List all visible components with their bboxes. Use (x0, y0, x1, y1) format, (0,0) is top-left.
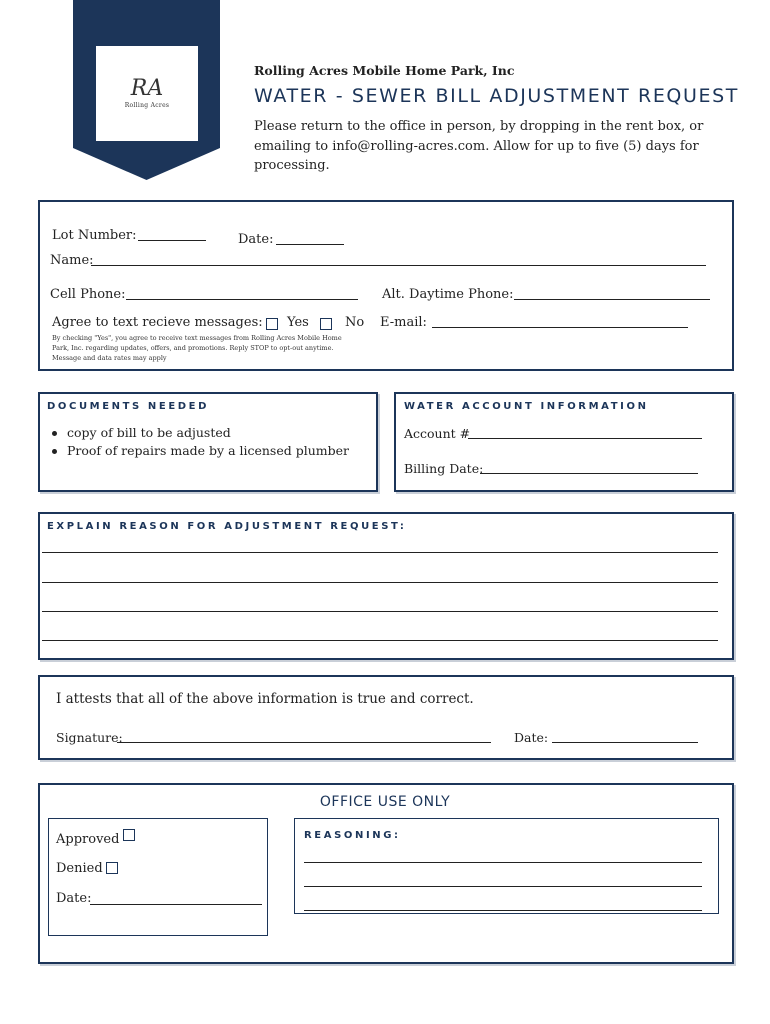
lot-number-label: Lot Number: (52, 228, 137, 243)
reason-line-4[interactable] (42, 627, 718, 641)
account-number-field[interactable] (468, 425, 702, 439)
denied-checkbox[interactable] (106, 862, 118, 874)
signature-field[interactable] (117, 729, 491, 743)
reasoning-line-2[interactable] (304, 873, 702, 887)
intro-text: Please return to the office in person, by dropping in the rent box, or emailing to info@rolling-acres.com. Allow for up to five (5) days for processing. (254, 119, 704, 173)
company-logo (96, 46, 198, 141)
office-use-title: OFFICE USE ONLY (319, 794, 451, 810)
no-checkbox[interactable] (320, 318, 332, 330)
no-label: No (345, 315, 365, 330)
documents-list (50, 424, 349, 460)
alt-phone-field[interactable] (514, 286, 710, 300)
cell-phone-label: Cell Phone: (50, 287, 126, 302)
reasoning-line-3[interactable] (304, 897, 702, 911)
signature-label: Signature: (56, 730, 123, 745)
reason-line-2[interactable] (42, 569, 718, 583)
form-title: WATER - SEWER BILL ADJUSTMENT REQUEST (254, 85, 739, 107)
attest-date-label: Date: (514, 730, 549, 745)
date-label: Date: (238, 232, 274, 247)
logo-monogram: RA (130, 76, 164, 101)
attestation-statement: I attests that all of the above information is true and correct. (56, 691, 474, 707)
logo-name: Rolling Acres (124, 102, 170, 109)
reasoning-heading: REASONING: (304, 830, 401, 841)
billing-date-field[interactable] (480, 460, 698, 474)
company-name: Rolling Acres Mobile Home Park, Inc (254, 63, 515, 78)
cell-phone-field[interactable] (126, 286, 358, 300)
yes-label: Yes (287, 315, 309, 330)
consent-disclaimer: By checking "Yes", you agree to receive text messages from Rolling Acres Mobile Home Park, Inc. regarding updates, offers, and promotions. Reply STOP to opt-out anytime. Message and data rates may apply (52, 334, 342, 362)
yes-checkbox[interactable] (266, 318, 278, 330)
reason-line-1[interactable] (42, 539, 718, 553)
office-date-field[interactable] (90, 891, 262, 905)
date-field[interactable] (276, 231, 344, 245)
documents-heading: DOCUMENTS NEEDED (47, 401, 209, 412)
attest-date-field[interactable] (552, 729, 698, 743)
email-label: E-mail: (380, 315, 427, 330)
billing-date-label: Billing Date: (404, 461, 484, 476)
text-consent-label: Agree to text recieve messages: (52, 315, 263, 330)
office-date-label: Date: (56, 891, 92, 906)
water-account-heading: WATER ACCOUNT INFORMATION (404, 401, 649, 412)
name-label: Name: (50, 253, 94, 268)
reasoning-line-1[interactable] (304, 849, 702, 863)
alt-phone-label: Alt. Daytime Phone: (382, 287, 514, 302)
reason-heading: EXPLAIN REASON FOR ADJUSTMENT REQUEST: (47, 521, 407, 532)
attestation-section (38, 675, 734, 760)
denied-label: Denied (56, 861, 103, 876)
list-item: copy of bill to be adjusted (50, 424, 349, 442)
email-field[interactable] (432, 314, 688, 328)
reason-line-3[interactable] (42, 598, 718, 612)
name-field[interactable] (91, 252, 706, 266)
approved-checkbox[interactable] (123, 829, 135, 841)
approved-label: Approved (56, 832, 120, 847)
lot-number-field[interactable] (138, 227, 206, 241)
list-item: Proof of repairs made by a licensed plumber (50, 442, 349, 460)
account-number-label: Account # (404, 426, 471, 441)
